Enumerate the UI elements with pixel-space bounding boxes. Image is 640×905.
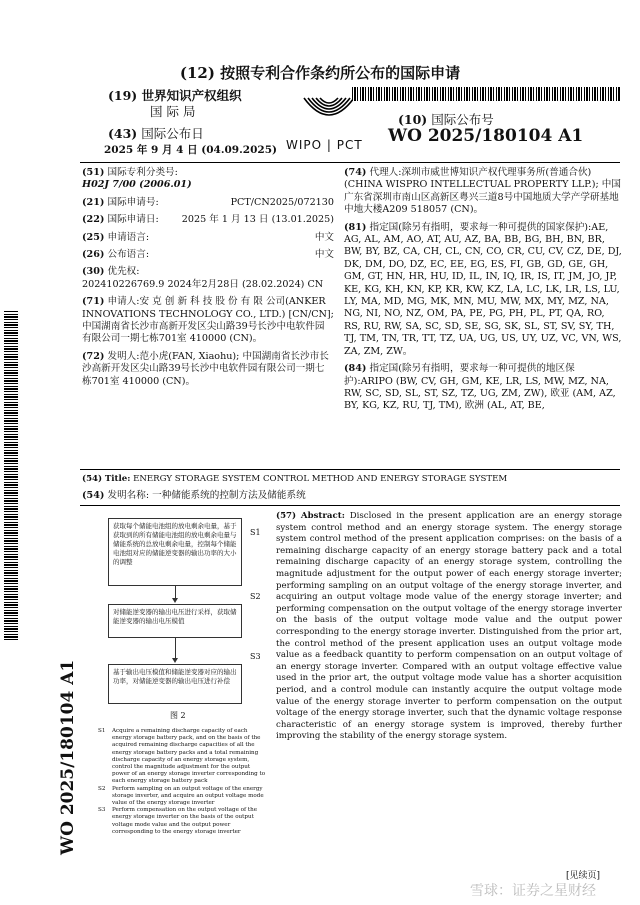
pub-date-label: (43) 国际公布日: [108, 126, 204, 141]
pub-date-value: 2025 年 9 月 4 日 (04.09.2025): [104, 144, 277, 156]
pub-no-label: (10) 国际公布号: [398, 112, 494, 127]
org-bureau: 国 际 局: [150, 104, 196, 119]
abstract: (57) Abstract: Disclosed in the present application are an energy storage system control method and an energy storage system. The energy storage system control method of the present application comprises: on the basis of a remaining discharge capacity of an energy storage battery pack and a total remaining discharge capacity of an energy storage system, controlling the magnitude adjustment for the output power of each energy storage inverter; performing sampling on an output voltage of the energy storage inverter, and acquiring an output voltage mode value of the energy storage inverter; and performing compensation on the output voltage of the energy storage inverter on the basis of the output voltage mode value and the output power corresponding to the energy storage inverter. Distinguished from the prior art, the control method of the present application uses an output voltage mode value as a feedback quantity to perform compensation on an output voltage of an energy storage inverter. Compared with an output voltage effective value used in the prior art, the output voltage mode value has a shorter acquisition period, and a control module can instantly acquire the output voltage mode value of the energy storage inverter to perform compensation on the output voltage of the energy storage inverter, such that the dynamic voltage response characteristic of an energy storage system is improved, thereby further improving the stability of the energy storage system.: [276, 511, 623, 742]
flow-arrow-head: [172, 658, 178, 663]
left-fields: [82, 167, 334, 388]
step-label-s2: S2: [250, 592, 261, 601]
step-label-s1: S1: [250, 528, 261, 537]
flow-arrow-head: [172, 598, 178, 603]
divider: [80, 469, 620, 470]
figure-legend: [98, 728, 266, 836]
field-priority: (30) 优先权: 202410226769.9 2024年2月28日 (28.02.2024) CN: [82, 266, 324, 290]
field-filing-date: (22) 国际申请日: 2025 年 1 月 13 日 (13.01.2025): [82, 214, 334, 226]
field-inventor: (72) 发明人:范小虎(FAN, Xiaohu); 中国湖南省长沙市长沙高新开发区尖山路39号长沙中电软件园有限公司一期七栋701室 410000 (CN)。: [82, 350, 329, 387]
field-app-no: (21) 国际申请号: PCT/CN2025/072130: [82, 196, 334, 208]
flow-step-3: 基于输出电压模值和储能逆变器对应的输出功率，对储能逆变器的输出电压进行补偿: [108, 664, 242, 704]
flow-step-2: 对储能逆变器的输出电压进行采样，获取储能逆变器的输出电压模值: [108, 604, 242, 638]
title-english: (54) Title: ENERGY STORAGE SYSTEM CONTROL METHOD AND ENERGY STORAGE SYSTEM: [82, 474, 508, 484]
flow-arrow: [175, 638, 176, 660]
field-designated-national: (81) 指定国(除另有指明，要求每一种可提供的国家保护):AE, AG, AL, AM, AO, AT, AU, AZ, BA, BB, BG, BH, BN, BR, BW, BY, BZ, CA, CH, CL, CN, CO, CR, CU, CV, CZ, DE, DJ, DK, DM, DO, DZ, EC, EE, EG, ES, FI, GB, GD, GE, GH, GM, GT, HN, HR, HU, ID, IL, IN, IQ, IR, IS, IT, JM, JO, JP, KE, KG, KH, KN, KP, KR, KW, KZ, LA, LC, LK, LR, LS, LU, LY, MA, MD, MG, MK, MN, MU, MW, MX, MY, MZ, NA, NG, NI, NO, NZ, OM, PA, PE, PG, PH, PL, PT, QA, RO, RS, RU, RW, SA, SC, SD, SE, SG, SK, SL, ST, SV, SY, TH, TJ, TM, TN, TR, TT, TZ, UA, UG, US, UY, UZ, VC, VN, WS, ZA, ZM, ZW。: [344, 221, 622, 357]
side-pub-number: WO 2025/180104 A1: [58, 659, 78, 855]
org-name: (19) 世界知识产权组织: [108, 88, 242, 103]
side-barcode: [4, 310, 18, 640]
field-filing-lang: (25) 申请语言: 中文: [82, 231, 334, 243]
divider: [80, 162, 620, 163]
field-ipc: (51) 国际专利分类号: H02J 7/00 (2006.01): [82, 167, 192, 191]
title-chinese: (54) 发明名称: 一种储能系统的控制方法及储能系统: [82, 490, 306, 501]
figure-caption: 图 2: [170, 711, 186, 720]
field-designated-regional: (84) 指定国(除另有指明，要求每一种可提供的地区保护):ARIPO (BW, CV, GH, GM, KE, LR, LS, MW, MZ, NA, RW, SC, SD, SL, ST, SZ, TZ, UG, ZM, ZW), 欧亚 (AM, AZ, BY, KG, KZ, RU, TJ, TM), 欧洲 (AL, AT, BE,: [344, 363, 616, 412]
field-pub-lang: (26) 公布语言: 中文: [82, 249, 334, 261]
flow-step-1: 获取每个储能电池组的放电剩余电量，基于获取到的所有储能电池组的放电剩余电量与储能系统的总放电剩余电量，控制每个储能电池组对应的储能逆变器的输出功率的大小的调整: [108, 518, 242, 586]
watermark: 雪球：证券之星财经: [470, 883, 596, 899]
document-title: (12) 按照专利合作条约所公布的国际申请: [179, 64, 461, 82]
step-label-s3: S3: [250, 652, 261, 661]
divider: [80, 505, 620, 506]
continued-note: [见续页]: [566, 871, 601, 881]
barcode: [352, 87, 620, 101]
legend-item: S1 Acquire a remaining discharge capacity of each energy storage battery pack, and on the basis of the acquired remaining discharge capacities of all the energy storage battery packs and a total remaining discharge capacity of an energy storage system, control the magnitude adjustment for the output power of an energy storage inverter corresponding to each energy storage battery pack: [98, 728, 266, 785]
field-agent: (74) 代理人:深圳市威世博知识产权代理事务所(普通合伙) (CHINA WISPRO INTELLECTUAL PROPERTY LLP.); 中国广东省深圳市南山区高新区粤兴三道8号中国地质大学产学研基地中地大楼A209 518057 (CN)。: [344, 167, 621, 216]
legend-item: S3 Perform compensation on the output voltage of the energy storage inverter on the basis of the output voltage mode value and the output power corresponding to the energy storage inverter: [98, 807, 258, 835]
field-applicant: (71) 申请人:安 克 创 新 科 技 股 份 有 限 公司(ANKER INNOVATIONS TECHNOLOGY CO., LTD.) [CN/CN]; 中国湖南省长沙市高新开发区尖山路39号长沙中电软件园有限公司一期七栋701室 410000 (CN)。: [82, 296, 334, 345]
legend-item: S2 Perform sampling on an output voltage of the energy storage inverter, and acquire an output voltage mode value of the energy storage inverter: [98, 785, 264, 807]
right-fields: [344, 167, 622, 413]
wipo-pct-text: WIPO | PCT: [286, 138, 363, 152]
pub-no-value: WO 2025/180104 A1: [388, 126, 584, 146]
